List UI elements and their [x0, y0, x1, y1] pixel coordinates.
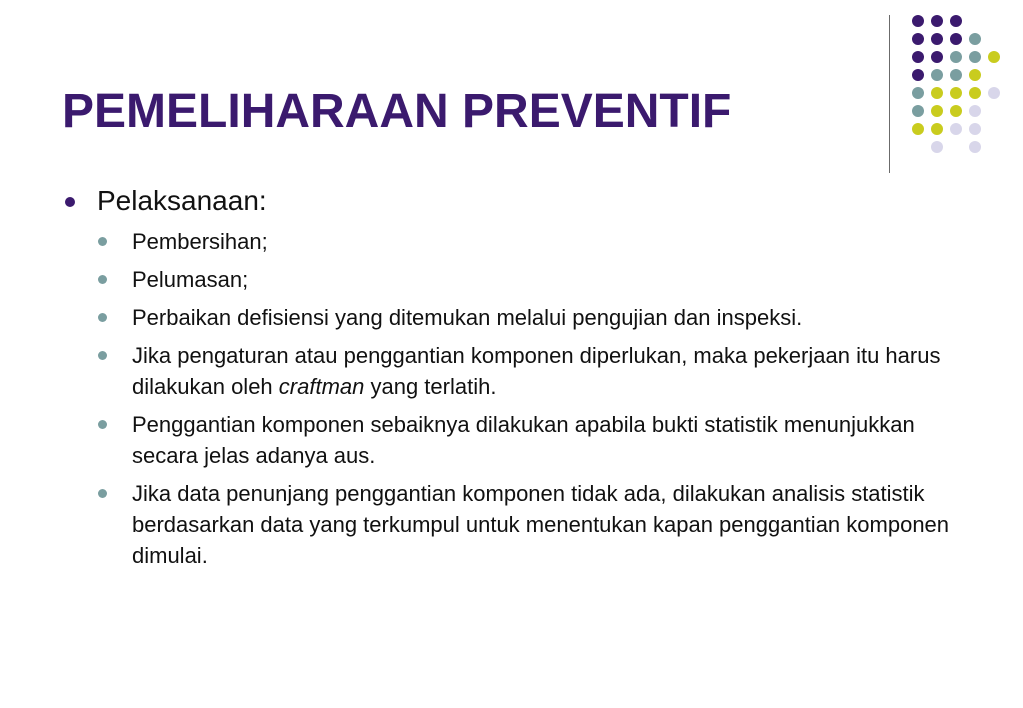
decor-dot: [969, 105, 981, 117]
list-item-text: Perbaikan defisiensi yang ditemukan melalui pengujian dan inspeksi.: [132, 305, 803, 330]
decor-dot: [931, 33, 943, 45]
decor-dot: [931, 87, 943, 99]
decor-dot: [969, 141, 981, 153]
list-item-text-before: Jika pengaturan atau penggantian komponen diperlukan, maka pekerjaan itu harus dilakukan oleh: [132, 343, 941, 399]
decor-dot: [969, 51, 981, 63]
decor-dot: [950, 87, 962, 99]
decor-dot: [912, 51, 924, 63]
sub-bullet-list: [62, 226, 962, 571]
sub-bullet-dot: [98, 351, 107, 360]
sub-bullet-dot: [98, 237, 107, 246]
slide-body: [62, 184, 962, 578]
decor-dot: [950, 33, 962, 45]
decor-dot: [912, 105, 924, 117]
decor-dot: [950, 123, 962, 135]
title-divider: [889, 15, 890, 173]
slide-title: PEMELIHARAAN PREVENTIF: [62, 85, 732, 138]
decor-dot: [950, 69, 962, 81]
decor-dot: [931, 123, 943, 135]
list-item-emphasis: craftman: [278, 374, 365, 399]
decor-dot: [931, 15, 943, 27]
decor-dot: [931, 141, 943, 153]
decor-dot: [950, 51, 962, 63]
decor-dot: [912, 69, 924, 81]
decor-dot: [931, 51, 943, 63]
decor-dot: [969, 33, 981, 45]
sub-bullet-dot: [98, 275, 107, 284]
sub-bullet-dot: [98, 313, 107, 322]
decor-dot: [988, 51, 1000, 63]
bullet-label: Pelaksanaan:: [97, 185, 267, 216]
list-item-text: Pembersihan;: [132, 229, 268, 254]
decor-dot: [912, 15, 924, 27]
list-item-text: Pelumasan;: [132, 267, 249, 292]
list-item-text: Jika data penunjang penggantian komponen tidak ada, dilakukan analisis statistik berdasarkan data yang terkumpul untuk menentukan kapan penggantian komponen dimulai.: [132, 481, 950, 568]
list-item: [62, 409, 972, 471]
decor-dot: [912, 33, 924, 45]
sub-bullet-dot: [98, 420, 107, 429]
sub-bullet-dot: [98, 489, 107, 498]
list-item: [62, 340, 972, 402]
decor-dot: [988, 87, 1000, 99]
decor-dot: [950, 105, 962, 117]
list-item-text-after: yang terlatih.: [364, 374, 497, 399]
list-item-text: Penggantian komponen sebaiknya dilakukan apabila bukti statistik menunjukkan secara jelas adanya aus.: [132, 412, 915, 468]
decor-dot: [931, 105, 943, 117]
decor-dot: [969, 87, 981, 99]
decor-dot: [969, 123, 981, 135]
decor-dot: [912, 87, 924, 99]
list-item: [62, 226, 972, 257]
decor-dot: [950, 15, 962, 27]
decor-dot: [931, 69, 943, 81]
decor-dot: [912, 123, 924, 135]
list-item: [62, 478, 972, 571]
list-item: [62, 302, 972, 333]
bullet-dot: [65, 197, 75, 207]
decor-dot: [969, 69, 981, 81]
bullet-pelaksanaan: [62, 184, 962, 218]
list-item: [62, 264, 972, 295]
